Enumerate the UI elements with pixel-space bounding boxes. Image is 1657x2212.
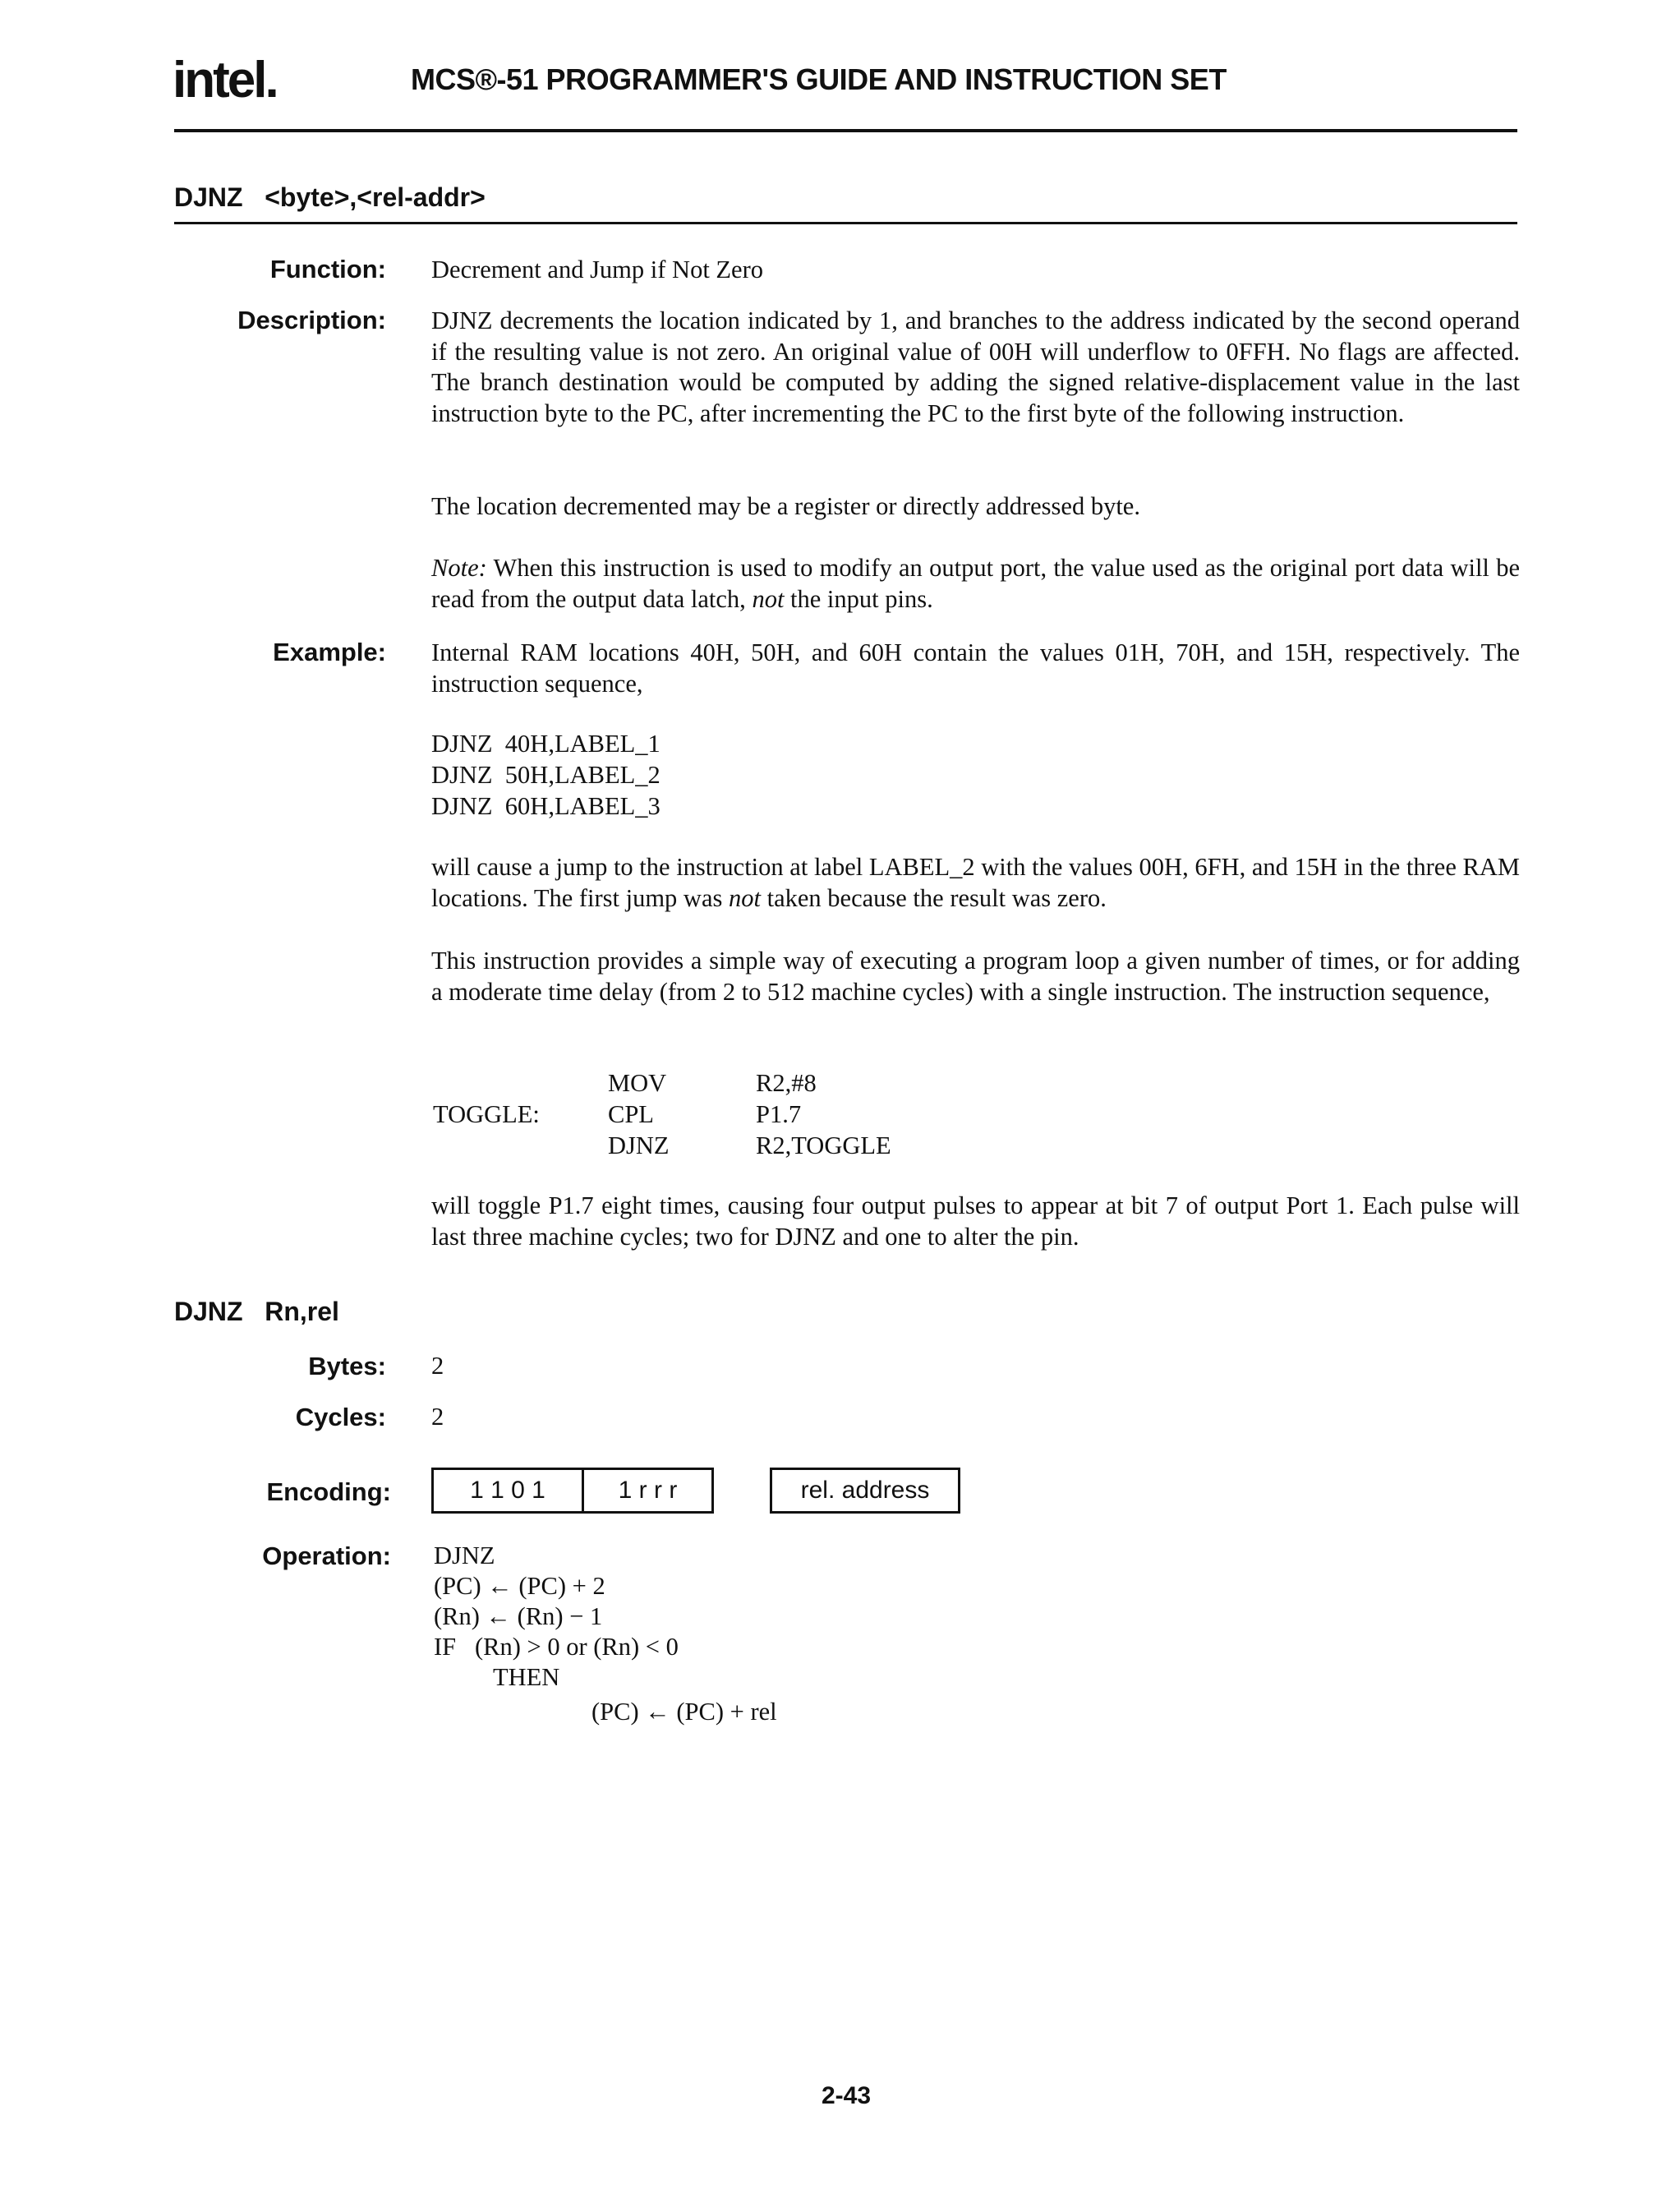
operation-label: Operation:: [262, 1541, 391, 1570]
description-paragraph: The location decremented may be a register or directly addressed byte.: [431, 492, 1140, 520]
operation-line: (Rn) ← (Rn) − 1: [434, 1602, 603, 1630]
operation-line: IF (Rn) > 0 or (Rn) < 0: [434, 1633, 679, 1661]
encoding-label: Encoding:: [266, 1477, 391, 1506]
encoding-low-nibble: 1 r r r: [618, 1477, 678, 1504]
note-emphasis: not: [752, 584, 785, 613]
result-emphasis: not: [729, 883, 761, 912]
code2-arg: R2,#8: [756, 1069, 817, 1097]
code2-op: DJNZ: [608, 1131, 670, 1159]
code2-label: TOGGLE:: [433, 1100, 540, 1128]
header-rule: [174, 129, 1517, 132]
operation-line: THEN: [493, 1663, 560, 1691]
function-text: Decrement and Jump if Not Zero: [431, 256, 763, 283]
section-rule: [174, 222, 1517, 224]
note-paragraph: [431, 553, 1520, 615]
code-line: DJNZ 60H,LABEL_3: [431, 792, 660, 820]
note-label: Note:: [431, 554, 487, 582]
operation-line: (PC) ← (PC) + 2: [434, 1572, 605, 1600]
result-paragraph: [431, 852, 1520, 914]
result-text: taken because the result was zero.: [760, 883, 1107, 912]
code2-op: MOV: [608, 1069, 667, 1097]
code-line: DJNZ 40H,LABEL_1: [431, 730, 660, 758]
code2-op: CPL: [608, 1100, 654, 1128]
description-label: Description:: [237, 306, 386, 334]
intel-logo: intel.: [173, 52, 277, 108]
note-text: When this instruction is used to modify an output port, the value used as the original port data will be read from the output data latch,: [431, 554, 1520, 613]
encoding-high-nibble: 1 1 0 1: [434, 1470, 584, 1511]
operation-line: DJNZ: [434, 1541, 495, 1569]
example-label: Example:: [273, 638, 386, 666]
loop-paragraph: This instruction provides a simple way of executing a program loop a given number of times, or for adding a moderate time delay (from 2 to 512 machine cycles) with a single instruction. The instruction sequence,: [431, 947, 1520, 1006]
bytes-label: Bytes:: [308, 1352, 386, 1380]
code2-arg: R2,TOGGLE: [756, 1131, 891, 1159]
note-text: the input pins.: [784, 584, 933, 613]
function-label: Function:: [269, 255, 386, 283]
section-heading-byte: DJNZ <byte>,<rel-addr>: [174, 182, 486, 212]
description-paragraph: DJNZ decrements the location indicated by 1, and branches to the address indicated by the second operand if the resulting value is not zero. An original value of 00H will underflow to 0FFH. No flags are affected. The branch destination would be computed by adding the signed relative-displacement value in the last instruction byte to the PC, after incrementing the PC to the first byte of the following instruction.: [431, 306, 1520, 427]
cycles-value: 2: [431, 1403, 444, 1431]
operation-line: (PC) ← (PC) + rel: [591, 1698, 777, 1726]
encoding-rel-address: rel. address: [800, 1477, 930, 1504]
cycles-label: Cycles:: [295, 1403, 386, 1431]
code2-arg: P1.7: [756, 1100, 802, 1128]
encoding-byte2: [770, 1468, 960, 1514]
bytes-value: 2: [431, 1352, 444, 1380]
encoding-byte1: [431, 1468, 714, 1514]
code-line: DJNZ 50H,LABEL_2: [431, 761, 660, 789]
page-number: 2-43: [822, 2082, 872, 2109]
section-heading-rn: DJNZ Rn,rel: [174, 1297, 339, 1326]
page-header-title: MCS®-51 PROGRAMMER'S GUIDE AND INSTRUCTION SET: [411, 62, 1227, 96]
result-text: will cause a jump to the instruction at label LABEL_2 with the values 00H, 6FH, and 15H in the three RAM locations. The first jump was: [431, 853, 1520, 912]
toggle-paragraph: will toggle P1.7 eight times, causing four output pulses to appear at bit 7 of output Port 1. Each pulse will last three machine cycles; two for DJNZ and one to alter the pin.: [431, 1191, 1520, 1251]
example-intro: Internal RAM locations 40H, 50H, and 60H contain the values 01H, 70H, and 15H, respectively. The instruction sequence,: [431, 638, 1520, 698]
